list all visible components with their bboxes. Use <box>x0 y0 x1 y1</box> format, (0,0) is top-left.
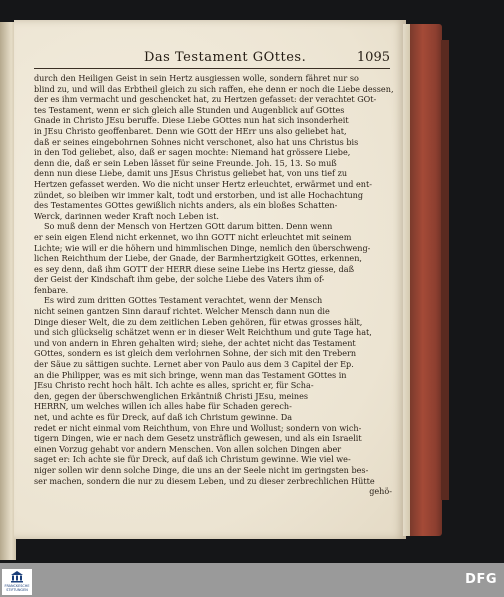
text-line: GOttes, sondern es ist gleich dem verlohrnen Sohne, der sich mit den Trebern <box>34 348 357 359</box>
dfg-logo[interactable]: DFG <box>465 572 497 587</box>
book-cover-spine-shadow <box>441 40 449 500</box>
text-line: HERRN, um welches willen ich alles habe für Schaden gerech- <box>34 401 292 412</box>
text-line: net, und achte es für Dreck, auf daß ich Christum gewinne. Da <box>34 412 293 422</box>
text-line: Dinge dieser Welt, die zu dem zeitlichen Leben gehören, für etwas grosses hält, <box>34 316 363 327</box>
text-line: des Testamentes GOttes gewißlich nichts anders, als ein bloßes Schatten- <box>34 200 338 211</box>
text-line: der Säue zu sättigen suchte. Lernet aber von Paulo aus dem 3 Capitel der Ep. <box>34 359 354 370</box>
text-line: Lichte; wie will er die höhern und himmlischen Dinge, nemlich den überschweng- <box>34 242 371 253</box>
viewer-footer-bar <box>0 563 504 597</box>
text-line: in den Tod geliebet, also, daß er sagen mochte: Niemand hat grössere Liebe, <box>34 147 351 158</box>
book-cover <box>410 24 442 536</box>
text-line: ser machen, sondern die nur zu diesem Leben, und zu dieser zerbrechlichen Hütte <box>34 475 375 486</box>
running-title: Das Testament GOttes. <box>144 50 307 65</box>
text-line: lichen Reichthum der Liebe, der Gnade, der Barmhertzigkeit GOttes, erkennen, <box>34 253 363 264</box>
header-rule <box>34 68 390 69</box>
text-line: es sey denn, daß ihm GOTT der HERR diese seine Liebe ins Hertz giesse, daß <box>34 263 354 274</box>
text-line: daß er seines eingebohrnen Sohnes nicht verschonet, also hat uns Christus bis <box>34 136 359 147</box>
text-line: JEsu Christo recht hoch hält. Ich achte es alles, spricht er, für Scha- <box>34 380 314 391</box>
text-line: der es ihm vermacht und geschencket hat, zu Hertzen gefasset: der verachtet GOt- <box>34 94 377 105</box>
text-line: saget er: Ich achte sie für Dreck, auf daß ich Christum gewinne. Wie viel we- <box>34 454 351 465</box>
text-line: den, gegen der überschwenglichen Erkäntniß Christi JEsu, meines <box>34 390 309 401</box>
text-line: einen Vorzug gehabt vor andern Menschen. Von allen solchen Dingen aber <box>34 443 342 454</box>
text-line: und sich glückselig schätzet wenn er in dieser Welt Reichthum und gute Tage hat, <box>34 327 372 338</box>
text-line: und von andern in Ehren gehalten wird; siehe, der achtet nicht das Testament <box>34 337 356 348</box>
text-line: Werck, darinnen weder Kraft noch Leben ist. <box>34 210 219 221</box>
library-logo[interactable] <box>2 569 32 595</box>
text-line: niger sollen wir denn solche Dinge, die uns an der Seele nicht im geringsten bes- <box>34 464 369 475</box>
text-line: er sein eigen Elend nicht erkennet, wo ihn GOTT nicht erleuchtet mit seinem <box>34 231 352 242</box>
text-line: denn nun diese Liebe, damit uns JEsus Christus geliebet hat, von uns tief zu <box>34 168 348 179</box>
text-line: in JEsu Christo geoffenbaret. Denn wie GOtt der HErr uns also geliebet hat, <box>34 125 347 136</box>
body-text <box>34 73 394 497</box>
text-line: redet er nicht einmal vom Reichthum, von Ehre und Wollust; sondern von wich- <box>34 422 362 433</box>
text-line: Es wird zum dritten GOttes Testament verachtet, wenn der Mensch <box>44 295 323 306</box>
text-line: zündet, so bleiben wir immer kalt, todt und erstorben, und ist alle Hochachtung <box>34 189 364 200</box>
text-line: Hertzen gefasset werden. Wo die nicht unser Hertz erleuchtet, erwärmet und ent- <box>34 178 372 189</box>
text-line: blind zu, und will das Erbtheil gleich zu sich raffen, ehe denn er noch die Liebe dessen, <box>34 83 394 94</box>
text-line: So muß denn der Mensch von Hertzen GOtt darum bitten. Denn wenn <box>44 221 333 232</box>
library-logo-text: FRANCKESCHE STIFTUNGEN <box>4 584 30 592</box>
text-line: nicht seinen gantzen Sinn darauf richtet. Welcher Mensch dann nun die <box>34 306 330 317</box>
text-line: der Geist der Kindschaft ihm gebe, der solche Liebe des Vaters ihm of- <box>34 274 325 285</box>
text-line: an die Philipper, was es mit sich bringe, wenn man das Testament GOttes in <box>34 369 347 380</box>
text-line: fenbare. <box>34 284 69 295</box>
text-line: durch den Heiligen Geist in sein Hertz ausgiessen wolle, sondern fähret nur so <box>34 73 359 83</box>
running-header <box>34 50 394 70</box>
page-number: 1095 <box>356 50 390 65</box>
text-line: tigern Dingen, wie er nach dem Gesetz unsträflich gewesen, und als ein Israelit <box>34 433 362 444</box>
text-line: gehö- <box>369 486 392 497</box>
library-logo-icon <box>10 571 24 583</box>
text-line: Gnade in Christo JEsu beruffe. Diese Liebe GOttes nun hat sich insonderheit <box>34 115 349 126</box>
text-line: denn die, daß er sein Leben lässet für seine Freunde. Joh. 15, 13. So muß <box>34 157 337 168</box>
text-line: tes Testament, wenn er sich gleich alle Stunden und Augenblick auf GOttes <box>34 104 345 115</box>
